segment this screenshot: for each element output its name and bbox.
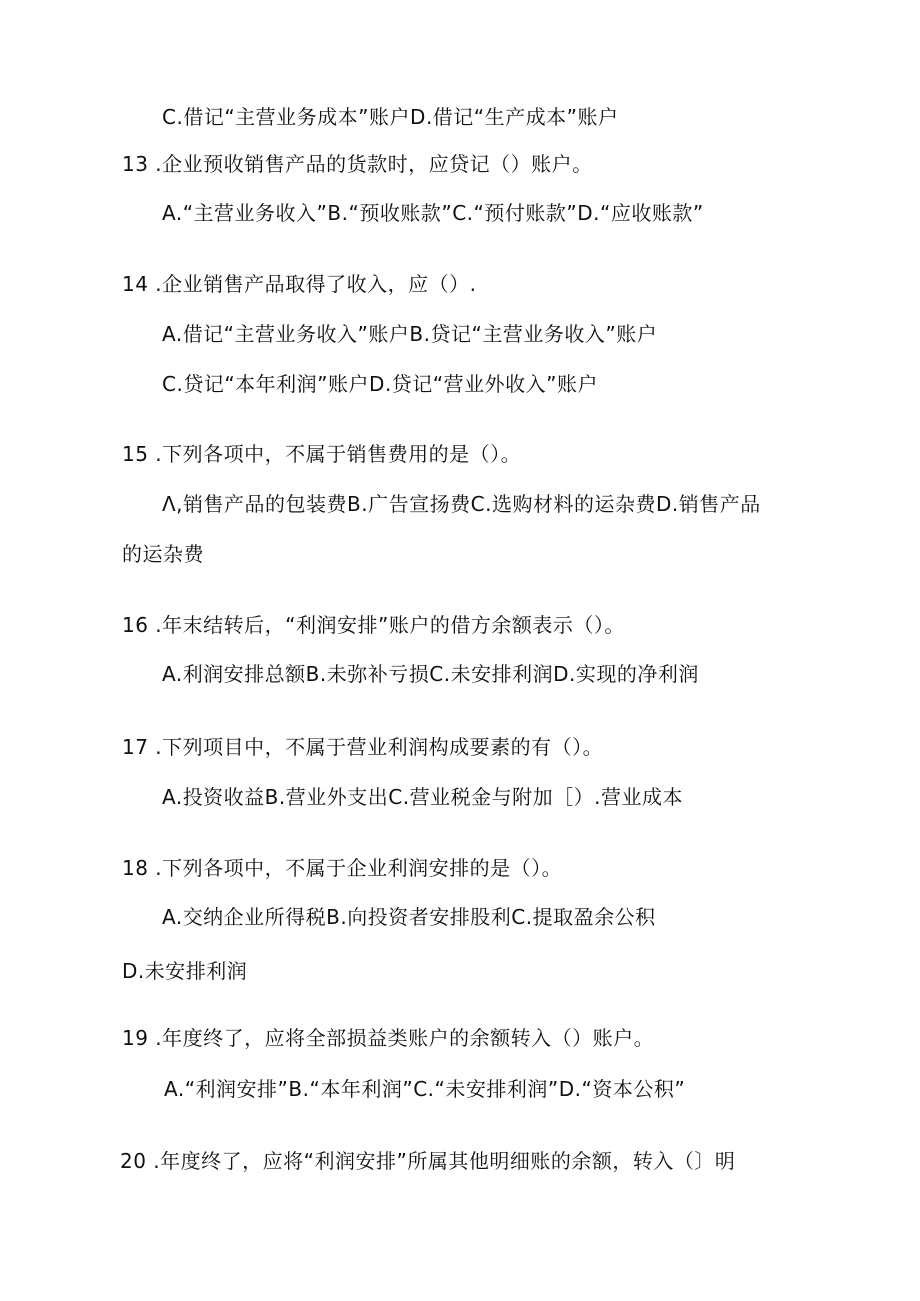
question-13: 13 .企业预收销售产品的货款时，应贷记（）账户。 [122, 152, 593, 176]
option-line-18: A.交纳企业所得税B.向投资者安排股利C.提取盈余公积 [162, 905, 656, 929]
question-19: 19 .年度终了，应将全部损益类账户的余额转入（）账户。 [122, 1026, 655, 1050]
option-line-14-ab: A.借记“主营业务收入”账户B.贷记“主营业务收入”账户 [162, 322, 658, 346]
question-17: 17 .下列项目中，不属于营业利润构成要素的有（）。 [122, 735, 604, 759]
option-line-12-cd: C.借记“主营业务成本”账户D.借记“生产成本”账户 [162, 105, 619, 129]
option-line-13: A.“主营业务收入”B.“预收账款”C.“预付账款”D.“应收账款” [162, 201, 704, 225]
option-line-15: Λ,销售产品的包装费B.广告宣扬费C.选购材料的运杂费D.销售产品 [162, 492, 761, 516]
question-18: 18 .下列各项中，不属于企业利润安排的是（）。 [122, 856, 563, 880]
option-line-16: A.利润安排总额B.未弥补亏损C.未安排利润D.实现的净利润 [162, 662, 699, 686]
question-20: 20 .年度终了，应将“利润安排”所属其他明细账的余额，转入（〕明 [120, 1149, 736, 1173]
question-14: 14 .企业销售产品取得了收入，应（）. [122, 272, 477, 296]
option-line-19: A.“利润安排”B.“本年利润”C.“未安排利润”D.“资本公积” [164, 1077, 686, 1101]
question-15: 15 .下列各项中，不属于销售费用的是（）。 [122, 442, 522, 466]
option-line-15-cont: 的运杂费 [122, 542, 204, 566]
question-16: 16 .年末结转后，“利润安排”账户的借方余额表示（）。 [122, 613, 625, 637]
option-line-14-cd: C.贷记“本年利润”账户D.贷记“营业外收入”账户 [162, 372, 599, 396]
option-line-17: A.投资收益B.营业外支出C.营业税金与附加［）.营业成本 [162, 785, 683, 809]
option-line-18-cont: D.未安排利润 [122, 959, 248, 983]
